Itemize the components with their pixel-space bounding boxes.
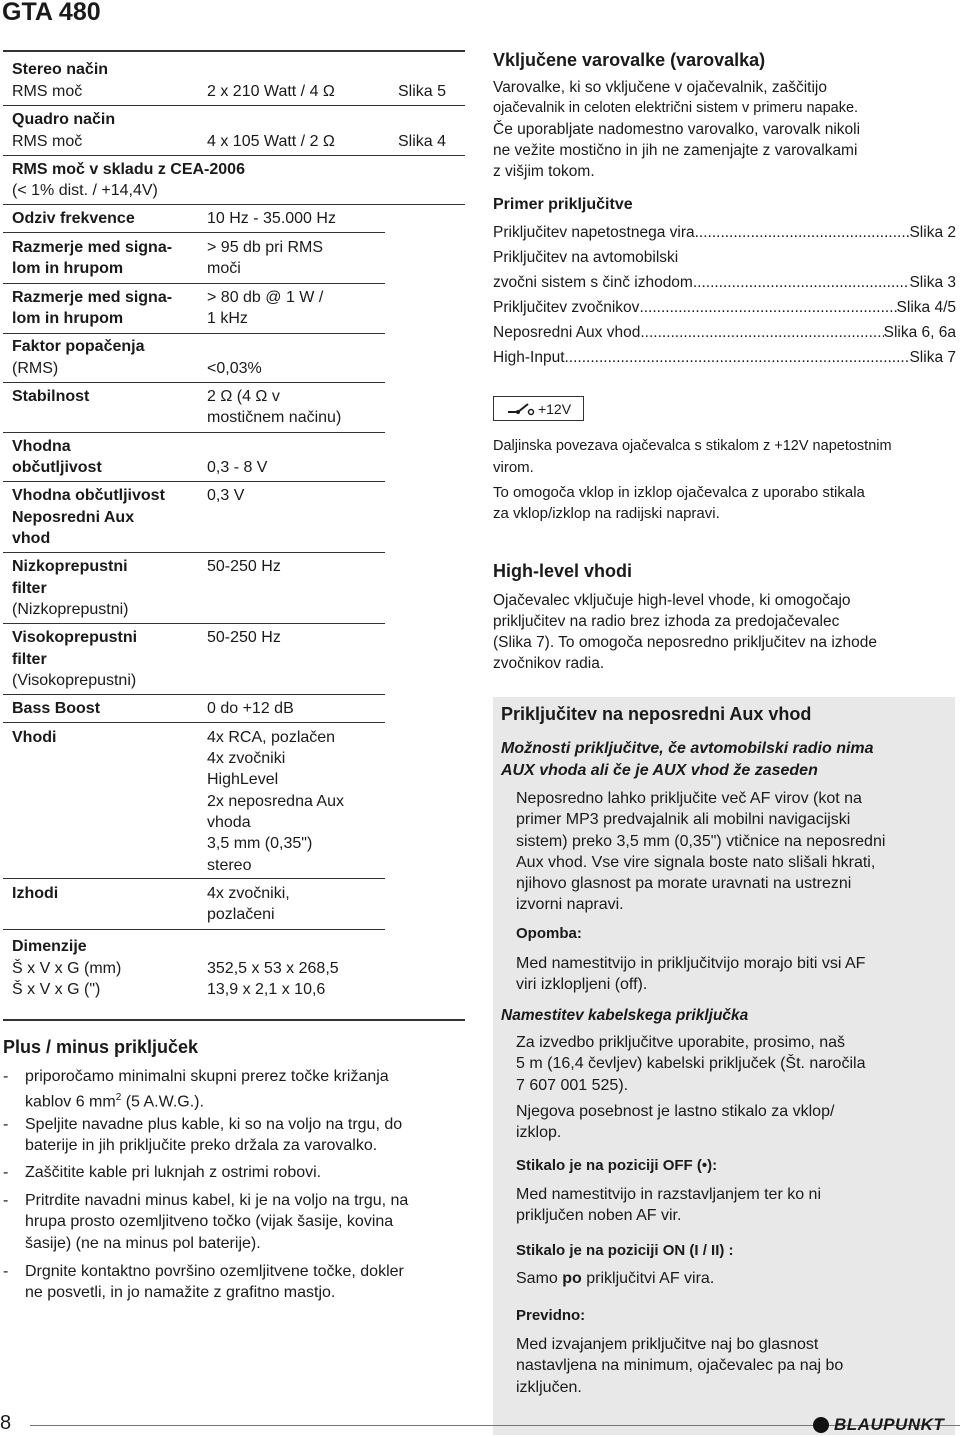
page-number: 8 (0, 1412, 12, 1434)
stereo-ref: Slika 5 (398, 83, 447, 100)
aux-label-2: Neposredni Aux (12, 509, 135, 526)
snr2-label-1: Razmerje med signa- (12, 289, 173, 306)
blaupunkt-dot-icon (812, 1416, 830, 1434)
aux-label-3: vhod (12, 530, 51, 547)
lp-value: 50-250 Hz (207, 558, 281, 575)
example-row: zvočni sistem s činč izhodom ..... Slika 3 (493, 270, 956, 295)
row-divider (3, 552, 385, 553)
inputs-value-2: 4x zvočniki (207, 750, 286, 767)
inputs-value-6: 3,5 mm (0,35") (207, 835, 313, 852)
example-row: Priključitev zvočnikov ..... Slika 4/5 (493, 295, 956, 320)
snr1-value-1: > 95 db pri RMS (207, 239, 324, 256)
bullet-1-line-1: priporočamo minimalni skupni prerez točke križanja (25, 1068, 389, 1085)
off-heading: Stikalo je na poziciji OFF (•): (516, 1157, 718, 1174)
row-divider (3, 481, 385, 482)
lp-label-1: Nizkoprepustni (12, 558, 128, 575)
highlevel-heading: High-level vhodi (493, 561, 633, 581)
quadro-value: 4 x 105 Watt / 2 Ω (207, 133, 335, 150)
example-row: Neposredni Aux vhod ..... Slika 6, 6a (493, 320, 956, 345)
row-divider (3, 623, 385, 624)
row-divider (3, 204, 465, 205)
quadro-label: RMS moč (12, 133, 83, 150)
row-divider (3, 232, 385, 233)
lp-label-3: (Nizkoprepustni) (12, 601, 129, 618)
snr1-label-2: lom in hrupom (12, 260, 124, 277)
highlevel-section (493, 560, 956, 674)
inputs-value-7: stereo (207, 857, 252, 874)
lp-label-2: filter (12, 580, 47, 597)
snr2-value-1: > 80 db @ 1 W / (207, 289, 324, 306)
remote-line-2: virom. (493, 459, 534, 476)
plus-minus-section (3, 1036, 473, 1326)
stab-value-1: 2 Ω (4 Ω v (207, 388, 280, 405)
bullet-2-line-1: Speljite navadne plus kable, ki so na voljo na trgu, do (25, 1116, 403, 1133)
aux-info-box (493, 697, 955, 1435)
inputs-value-5: vhoda (207, 814, 251, 831)
dim-label-1: Dimenzije (12, 938, 87, 955)
dash: - (3, 1164, 9, 1181)
row-divider (3, 283, 385, 284)
dash: - (3, 1263, 9, 1280)
row-divider (3, 694, 385, 695)
switch-badge (493, 396, 584, 421)
row-divider (3, 155, 465, 156)
warning-heading: Previdno: (516, 1307, 586, 1324)
bullet-4-line-2: hrupa prosto ozemljitveno točko (vijak šasije, kovina (25, 1213, 394, 1230)
bullet-5-line-2: ne posvetli, in jo namažite z grafitno mastjo. (25, 1284, 336, 1301)
outputs-value-1: 4x zvočniki, (207, 885, 290, 902)
bullet-1-line-2: kablov 6 $mm^2$ (5 A.W.G.). (25, 1092, 204, 1111)
dim-value-2: 13,9 x 2,1 x 10,6 (207, 981, 326, 998)
highlevel-line-3: (Slika 7). To omogoča neposredno priključitev na izhode (493, 634, 877, 651)
snr2-label-2: lom in hrupom (12, 310, 124, 327)
note-heading: Opomba: (516, 925, 582, 942)
stereo-label: RMS moč (12, 83, 83, 100)
fuses-line-5: z višjim tokom. (493, 163, 595, 180)
remote-section (493, 436, 956, 524)
highlevel-line-4: zvočnikov radia. (493, 655, 605, 672)
remote-line-3: To omogoča vklop in izklop ojačevalca z uporabo stikala (493, 484, 865, 501)
dim-label-2: Š x V x G (mm) (12, 960, 122, 977)
switch-badge-label: +12V (537, 400, 572, 417)
freq-value: 10 Hz - 35.000 Hz (207, 210, 336, 227)
bullet-4-line-3: šasije) (ne na minus pol baterije). (25, 1235, 261, 1252)
remote-line-4: za vklop/izklop na radijski napravi. (493, 505, 720, 522)
dash: - (3, 1116, 9, 1133)
dim-label-3: Š x V x G (") (12, 981, 101, 998)
stereo-value: 2 x 210 Watt / 4 Ω (207, 83, 335, 100)
fuses-line-4: ne vežite mostično in jih ne zamenjajte z varovalkami (493, 142, 858, 159)
page-title: GTA 480 (2, 0, 101, 26)
quadro-ref: Slika 4 (398, 133, 447, 150)
aux-box-heading: Priključitev na neposredni Aux vhod (501, 704, 812, 724)
aux-box-paragraph: Neposredno lahko priključite več AF virov (kot na primer MP3 predvajalnik ali mobilni navigacijski sistem) preko 3,5 mm (0,35") vtičnice na neposredni Aux vhod. Vse vire signala boste nato slišali hkrati, njihovo glasnost pa morate uravnati na ustrezni izvorni napravi. (516, 790, 886, 914)
aux-label-1: Vhodna občutljivost (12, 487, 165, 504)
example-row: Priključitev napetostnega vira ..... Slika 2 (493, 220, 956, 245)
bullet-4-line-1: Pritrdite navadni minus kabel, ki je na voljo na trgu, na (25, 1192, 409, 1209)
dash: - (3, 1192, 9, 1209)
bass-label: Bass Boost (12, 700, 101, 717)
row-divider (3, 105, 465, 106)
highlevel-line-1: Ojačevalec vključuje high-level vhode, ki omogočajo (493, 592, 851, 609)
examples-heading: Primer priključitve (493, 196, 633, 213)
snr2-value-2: 1 kHz (207, 310, 248, 327)
brand-logo (812, 1415, 944, 1435)
dim-value-1: 352,5 x 53 x 268,5 (207, 960, 339, 977)
cea-heading: RMS moč v skladu z CEA-2006 (12, 161, 245, 178)
plus-minus-heading: Plus / minus priključek (3, 1037, 199, 1057)
fuses-line-1: Varovalke, ki so vključene v ojačevalnik, zaščitijo (493, 79, 827, 96)
cea-sub: (< 1% dist. / +14,4V) (12, 182, 158, 199)
sens-label-2: občutljivost (12, 459, 102, 476)
sens-value: 0,3 - 8 V (207, 459, 268, 476)
inputs-label: Vhodi (12, 729, 57, 746)
highlevel-line-2: priključitev na radio brez izhoda za predojačevalec (493, 613, 840, 630)
stereo-heading: Stereo način (12, 61, 109, 78)
outputs-label: Izhodi (12, 885, 59, 902)
row-divider (3, 432, 385, 433)
thd-label-2: (RMS) (12, 360, 59, 377)
snr1-value-2: moči (207, 260, 241, 277)
inputs-value-3: HighLevel (207, 771, 279, 788)
aux-value: 0,3 V (207, 487, 245, 504)
remote-line-1: Daljinska povezava ojačevalca s stikalom z +12V napetostnim (493, 438, 892, 454)
install-text: Za izvedbo priključitve uporabite, prosimo, naš 5 m (16,4 čevljev) kabelski priključek (Št. naročila 7 607 001 525). Njegova posebnost je lastno stikalo za vklop/ izklop. (516, 1034, 866, 1142)
row-divider (3, 382, 385, 383)
dash: - (3, 1068, 9, 1085)
example-row: Priključitev na avtomobilski (493, 249, 679, 266)
bullet-5-line-1: Drgnite kontaktno površino ozemljitvene točke, dokler (25, 1263, 404, 1280)
hp-value: 50-250 Hz (207, 629, 281, 646)
on-heading: Stikalo je na poziciji ON (I / II) : (516, 1242, 734, 1259)
thd-value: <0,03% (207, 360, 262, 377)
fuses-line-2: ojačevalnik in celoten električni sistem v primeru napake. (493, 100, 859, 116)
switch-icon (506, 402, 538, 416)
snr1-label-1: Razmerje med signa- (12, 239, 173, 256)
row-divider (3, 333, 385, 334)
row-divider (3, 722, 385, 723)
fuses-heading: Vključene varovalke (varovalka) (493, 50, 766, 70)
bullet-3-line-1: Zaščitite kable pri luknjah z ostrimi robovi. (25, 1164, 322, 1181)
brand-name: BLAUPUNKT (834, 1415, 945, 1434)
inputs-value-1: 4x RCA, pozlačen (207, 729, 336, 746)
sens-label-1: Vhodna (12, 438, 71, 455)
hp-label-3: (Visokoprepustni) (12, 672, 137, 689)
note-text: Med namestitvijo in priključitvijo morajo biti vsi AF viri izklopljeni (off). (516, 955, 866, 994)
fuses-line-3: Če uporabljate nadomestno varovalko, varovalk nikoli (493, 121, 861, 138)
on-text: Samo po priključitvi AF vira. (516, 1270, 715, 1287)
row-divider (3, 929, 385, 930)
quadro-heading: Quadro način (12, 111, 116, 128)
thd-label-1: Faktor popačenja (12, 338, 145, 355)
hp-label-1: Visokoprepustni (12, 629, 138, 646)
off-text: Med namestitvijo in razstavljanjem ter ko ni priključen noben AF vir. (516, 1186, 822, 1225)
fuses-section (493, 49, 956, 182)
spec-table (3, 50, 465, 1021)
inputs-value-4: 2x neposredna Aux (207, 793, 344, 810)
outputs-value-2: pozlačeni (207, 906, 275, 923)
install-heading: Namestitev kabelskega priključka (501, 1007, 749, 1024)
warning-text: Med izvajanjem priključitve naj bo glasnost nastavljena na minimum, ojačevalec pa naj bo izključen. (516, 1336, 844, 1396)
stab-value-2: mostičnem načinu) (207, 409, 342, 426)
examples-section (493, 193, 956, 370)
example-row: High-Input ..... Slika 7 (493, 345, 956, 370)
stab-label: Stabilnost (12, 388, 90, 405)
row-divider (3, 878, 385, 879)
freq-label: Odziv frekvence (12, 210, 135, 227)
bass-value: 0 do +12 dB (207, 700, 294, 717)
aux-box-question: Možnosti priključitve, če avtomobilski radio nima AUX vhoda ali če je AUX vhod že zaseden (501, 740, 874, 779)
hp-label-2: filter (12, 651, 47, 668)
bullet-2-line-2: baterije in jih priključite preko držala za varovalko. (25, 1137, 378, 1154)
